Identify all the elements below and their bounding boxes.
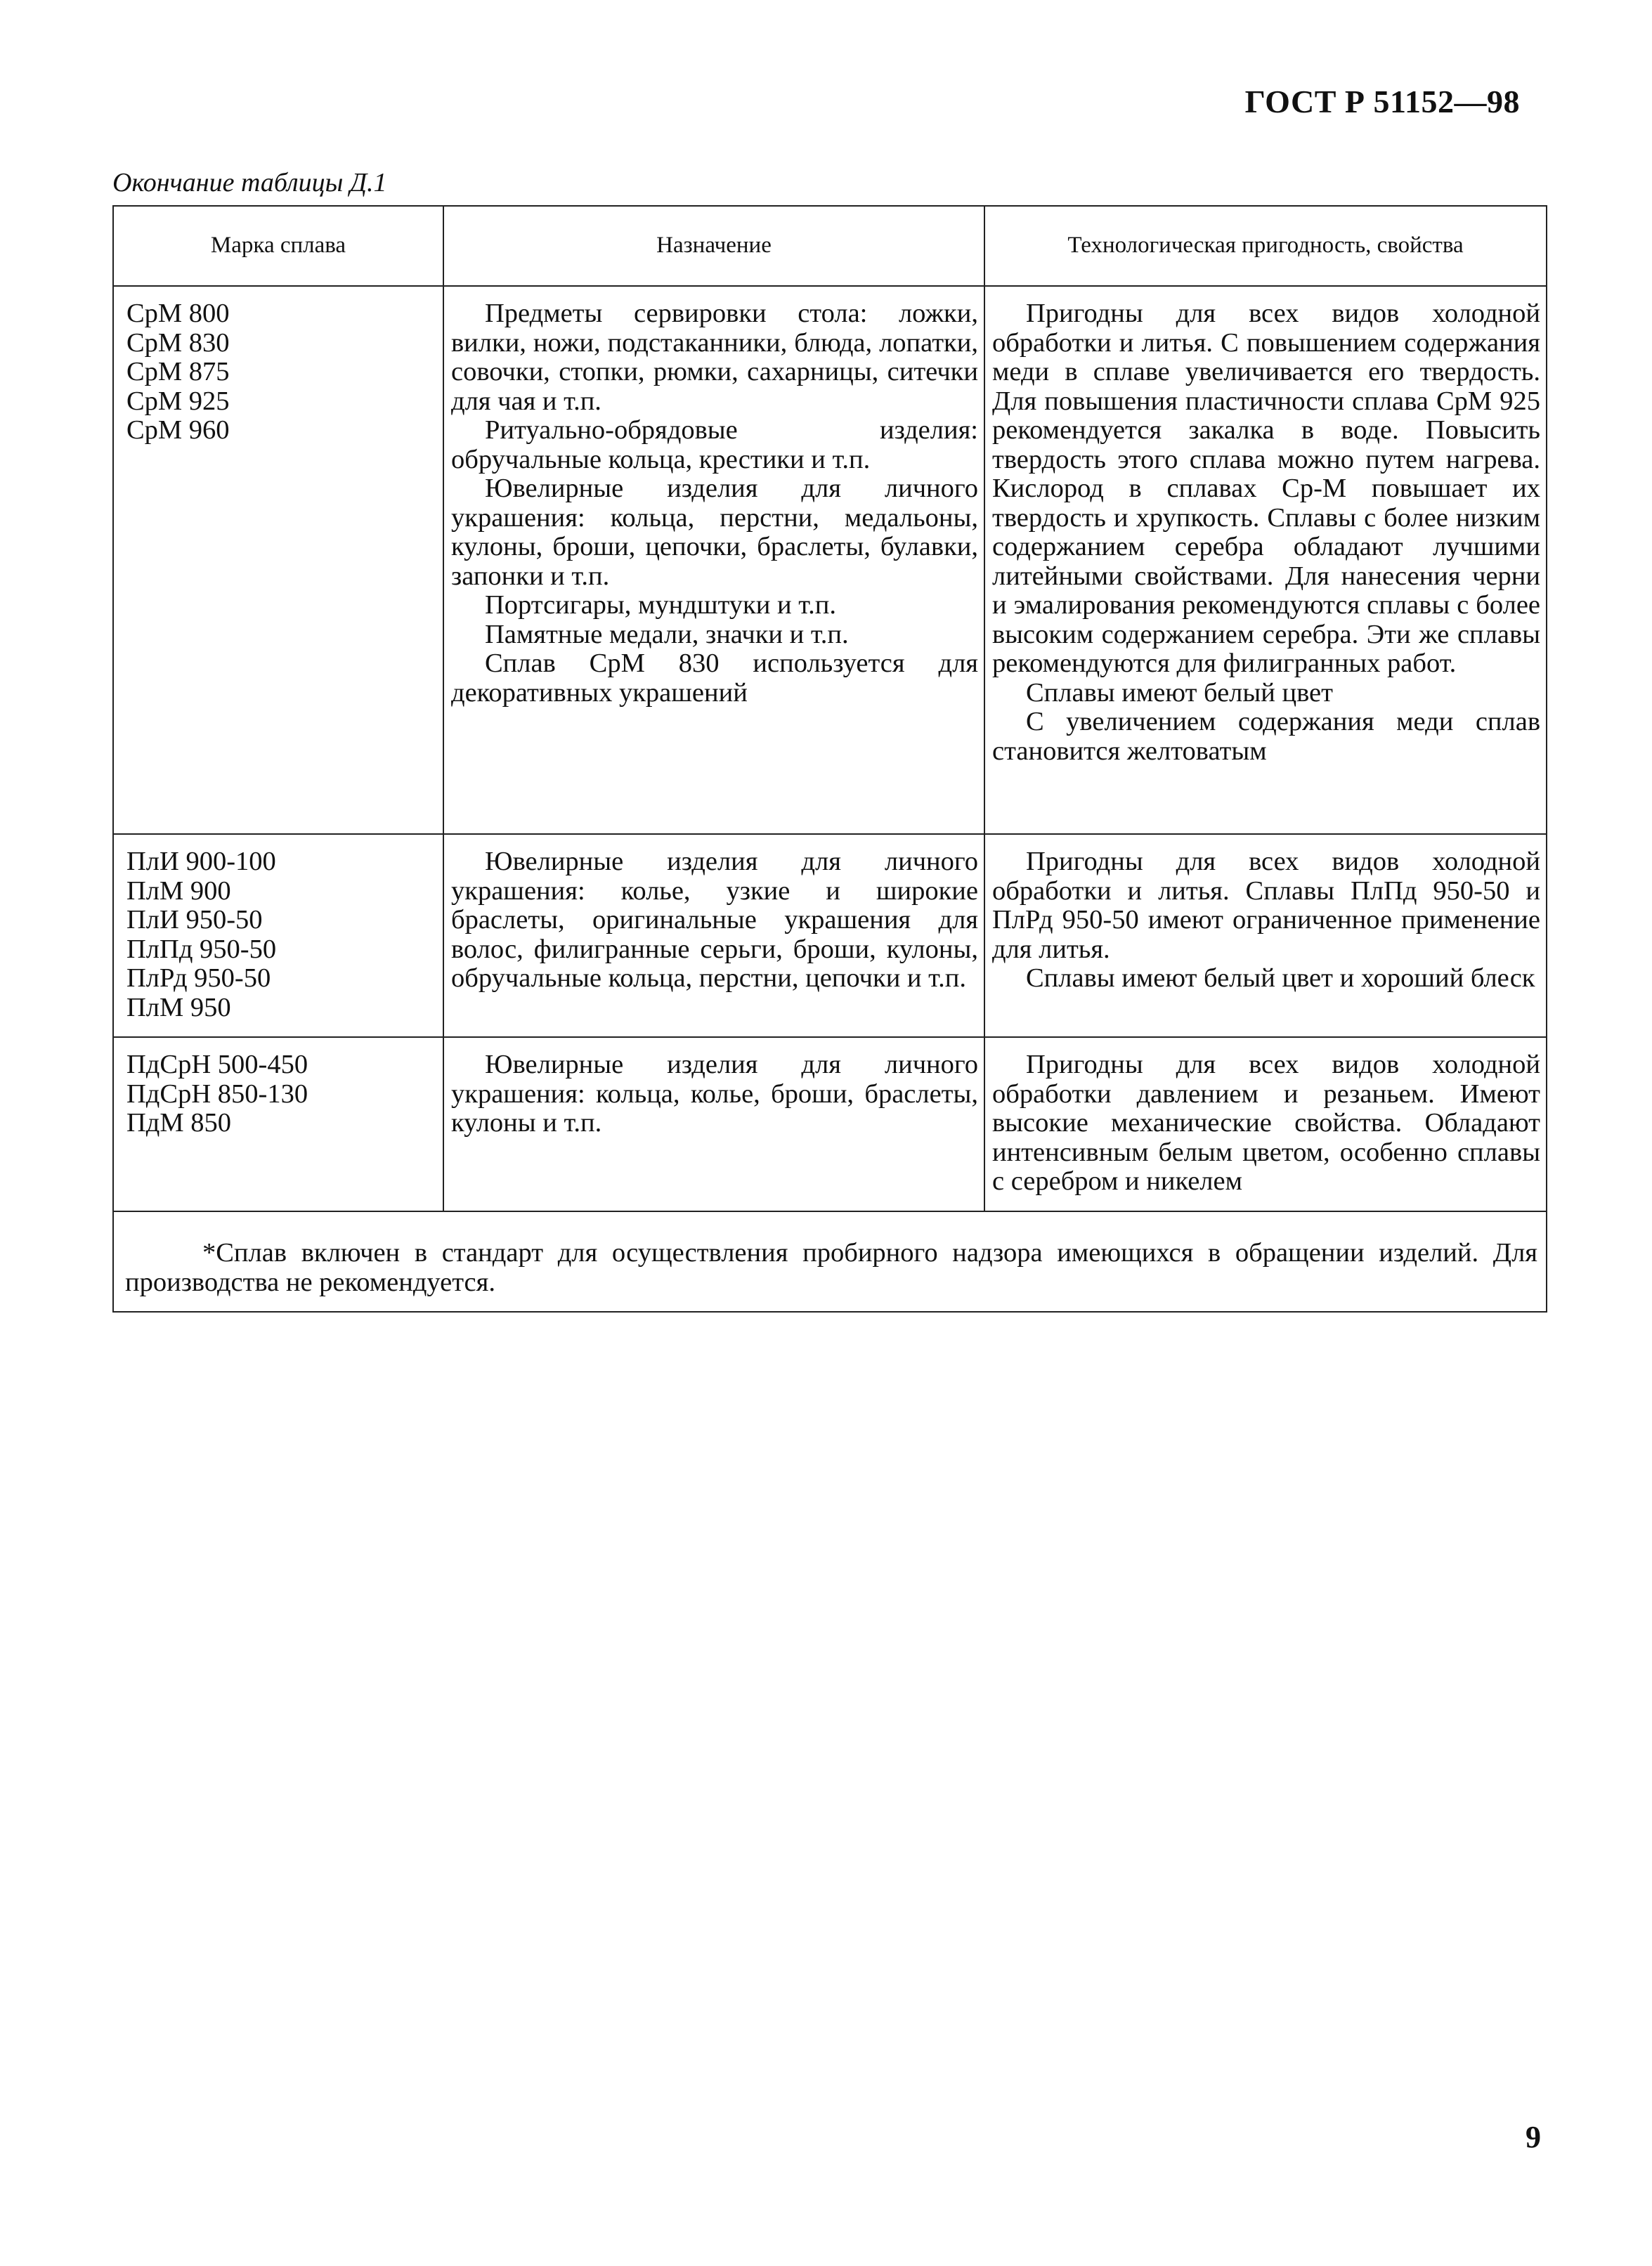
properties-paragraph: Сплавы имеют белый цвет и хороший блеск — [1026, 963, 1535, 993]
purpose-paragraph: Ювелирные изделия для личного украшения: кольца, колье, броши, браслеты, кулоны и т.п. — [451, 1050, 978, 1138]
alloy-grade: ПлИ 900-100 — [126, 847, 276, 876]
alloy-grade: ПлМ 900 — [126, 875, 231, 906]
page-number: 9 — [1526, 2120, 1541, 2154]
alloy-grade: ПдМ 850 — [126, 1108, 231, 1138]
header-alloy-grade: Марка сплава — [113, 206, 443, 286]
header-purpose: Назначение — [443, 206, 984, 286]
alloy-grades-cell — [113, 286, 443, 834]
footnote-row — [113, 1211, 1547, 1312]
purpose-paragraph: Сплав СрМ 830 используется для декоративных украшений — [451, 649, 978, 708]
alloy-grade: ПлИ 950-50 — [126, 905, 263, 935]
properties-cell — [984, 834, 1547, 1037]
properties-paragraph: С увеличением содержания меди сплав становится желтоватым — [992, 707, 1540, 766]
footnote-cell — [113, 1211, 1547, 1312]
alloy-grade: СрМ 875 — [126, 357, 230, 386]
alloy-grades-cell — [113, 1037, 443, 1211]
alloy-grade: СрМ 960 — [126, 415, 230, 445]
purpose-paragraph: Портсигары, мундштуки и т.п. — [485, 590, 836, 620]
purpose-paragraph: Предметы сервировки стола: ложки, вилки, ножи, подстаканники, блюда, лопатки, совочки, стопки, рюмки, сахарницы, ситечки для чая и т.п. — [451, 299, 978, 416]
properties-paragraph: Пригодны для всех видов холодной обработки давлением и резаньем. Имеют высокие механические свойства. Обладают интенсивным белым цветом, особенно сплавы с серебром и никелем — [992, 1050, 1540, 1196]
purpose-cell — [443, 1037, 984, 1211]
table-row — [113, 286, 1547, 834]
purpose-paragraph: Памятные медали, значки и т.п. — [485, 619, 849, 649]
table-caption: Окончание таблицы Д.1 — [112, 168, 387, 197]
alloy-grade: ПлПд 950-50 — [126, 934, 277, 964]
footnote-text: *Сплав включен в стандарт для осуществления пробирного надзора имеющихся в обращении изделий. Для производства не рекомендуется. — [125, 1238, 1537, 1297]
alloy-grade: ПлМ 950 — [126, 992, 231, 1022]
purpose-paragraph: Ритуально-обрядовые изделия: обручальные кольца, крестики и т.п. — [451, 415, 978, 474]
alloy-table — [112, 205, 1547, 1313]
table-row — [113, 1037, 1547, 1211]
header-properties: Технологическая пригодность, свойства — [984, 206, 1547, 286]
properties-paragraph: Сплавы имеют белый цвет — [1026, 677, 1333, 708]
properties-cell — [984, 1037, 1547, 1211]
alloy-grade: ПдСрН 500-450 — [126, 1050, 308, 1079]
document-code: ГОСТ Р 51152—98 — [1244, 84, 1520, 119]
table-row — [113, 834, 1547, 1037]
alloy-grade: СрМ 800 — [126, 299, 230, 328]
alloy-grade: ПлРд 950-50 — [126, 963, 271, 993]
alloy-grade: ПдСрН 850-130 — [126, 1079, 308, 1109]
purpose-cell — [443, 286, 984, 834]
properties-paragraph: Пригодны для всех видов холодной обработки и литья. Сплавы ПлПд 950-50 и ПлРд 950-50 имеют ограниченное применение для литья. — [992, 847, 1540, 964]
alloy-grade: СрМ 830 — [126, 327, 230, 358]
table-header-row — [113, 206, 1547, 286]
properties-cell — [984, 286, 1547, 834]
properties-paragraph: Пригодны для всех видов холодной обработки и литья. С повышением содержания меди в сплаве увеличивается его твердость. Для повышения пластичности сплава СрМ 925 рекомендуется закалка в воде. Повысить твердость этого сплава можно путем нагрева. Кислород в сплавах Ср-М повышает их твердость и хрупкость. Сплавы с более низким содержанием серебра обладают лучшими литейными свойствами. Для нанесения черни и эмалирования рекомендуются сплавы с более высоким содержанием серебра. Эти же сплавы рекомендуются для филигранных работ. — [992, 299, 1540, 678]
purpose-paragraph: Ювелирные изделия для личного украшения: колье, узкие и широкие браслеты, оригинальные украшения для волос, филигранные серьги, броши, кулоны, обручальные кольца, перстни, цепочки и т.п. — [451, 847, 978, 993]
alloy-grades-cell — [113, 834, 443, 1037]
purpose-cell — [443, 834, 984, 1037]
alloy-grade: СрМ 925 — [126, 386, 230, 416]
purpose-paragraph: Ювелирные изделия для личного украшения: кольца, перстни, медальоны, кулоны, броши, цепочки, браслеты, булавки, запонки и т.п. — [451, 474, 978, 591]
